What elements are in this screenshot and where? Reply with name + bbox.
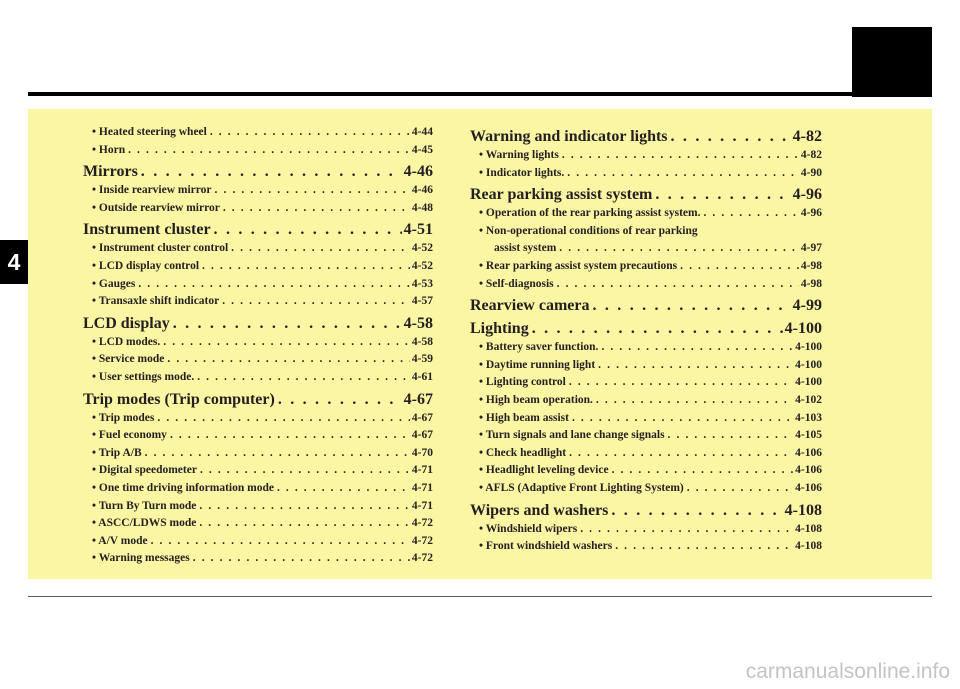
toc-item-label: • A/V mode xyxy=(92,534,148,547)
leader-dots xyxy=(197,369,410,387)
toc-right-column xyxy=(470,124,822,556)
toc-item-label: • Lighting control xyxy=(479,376,566,389)
toc-item-label: • AFLS (Adaptive Front Lighting System) xyxy=(479,481,684,494)
toc-item[interactable] xyxy=(470,374,822,392)
toc-section-heading[interactable] xyxy=(470,184,822,205)
toc-item-label: • High beam assist xyxy=(479,411,569,424)
toc-item[interactable] xyxy=(83,410,433,428)
toc-item[interactable] xyxy=(83,142,433,160)
toc-item[interactable] xyxy=(470,521,822,539)
toc-section-heading[interactable] xyxy=(470,295,822,316)
toc-item-label: • Check headlight xyxy=(479,446,567,459)
toc-item-page: 4-103 xyxy=(795,411,822,424)
toc-item-page: 4-52 xyxy=(411,242,433,255)
toc-item-page: 4-72 xyxy=(411,534,433,547)
leader-dots xyxy=(193,550,410,568)
toc-item-label: • Turn signals and lane change signals xyxy=(479,429,665,442)
leader-dots xyxy=(611,500,782,521)
toc-item[interactable] xyxy=(83,293,433,311)
leader-dots xyxy=(138,276,410,294)
toc-section-heading[interactable] xyxy=(470,126,822,147)
toc-item[interactable] xyxy=(470,427,822,445)
toc-section-page: 4-58 xyxy=(403,314,433,332)
toc-item-label: • Front windshield washers xyxy=(479,540,613,553)
toc-item-page: 4-52 xyxy=(411,259,433,272)
toc-item-label: • Horn xyxy=(92,143,126,156)
toc-item-label: • Gauges xyxy=(92,277,136,290)
toc-item-label: • Service mode xyxy=(92,353,165,366)
toc-item[interactable] xyxy=(470,258,822,276)
toc-item-label: • LCD modes. xyxy=(92,335,161,348)
toc-item[interactable] xyxy=(470,240,822,258)
leader-dots xyxy=(601,339,793,357)
leader-dots xyxy=(173,313,402,334)
leader-dots xyxy=(157,410,410,428)
toc-item-page: 4-61 xyxy=(411,370,433,383)
toc-section-title: Rearview camera xyxy=(470,297,590,315)
toc-item-label: • Battery saver function. xyxy=(479,341,599,354)
toc-item[interactable] xyxy=(83,369,433,387)
toc-item[interactable] xyxy=(83,445,433,463)
toc-item-label: • LCD display control xyxy=(92,259,200,272)
toc-section-title: Trip modes (Trip computer) xyxy=(83,390,275,408)
toc-item-page: 4-72 xyxy=(411,517,433,530)
toc-item-label: • Trip modes xyxy=(92,411,155,424)
leader-dots xyxy=(200,462,410,480)
toc-item-page: 4-44 xyxy=(411,126,433,138)
toc-item[interactable] xyxy=(83,427,433,445)
toc-item-page: 4-58 xyxy=(411,335,433,348)
leader-dots xyxy=(598,357,793,375)
leader-dots xyxy=(214,219,402,240)
leader-dots xyxy=(572,410,793,428)
toc-item-label-line1[interactable]: • Non-operational conditions of rear parking xyxy=(479,224,698,237)
toc-item-label: • User settings mode. xyxy=(92,370,195,383)
toc-section-heading[interactable] xyxy=(470,318,822,339)
toc-item[interactable] xyxy=(83,498,433,516)
toc-item[interactable] xyxy=(470,357,822,375)
toc-item-label: • One time driving information mode xyxy=(92,481,274,494)
toc-item[interactable] xyxy=(83,515,433,533)
toc-section-title: Wipers and washers xyxy=(470,501,609,519)
leader-dots xyxy=(278,389,402,410)
toc-item-page: 4-100 xyxy=(795,341,822,354)
toc-item-page: 4-53 xyxy=(411,277,433,290)
leader-dots xyxy=(532,318,783,339)
leader-dots xyxy=(223,200,410,218)
toc-item-page: 4-106 xyxy=(795,481,822,494)
toc-item[interactable] xyxy=(470,205,822,223)
leader-dots xyxy=(128,142,410,160)
toc-item[interactable] xyxy=(470,147,822,165)
toc-item[interactable] xyxy=(83,480,433,498)
toc-item-page: 4-46 xyxy=(411,184,433,197)
toc-item-page: 4-71 xyxy=(411,499,433,512)
toc-section-page: 4-99 xyxy=(792,297,822,315)
toc-item-page: 4-57 xyxy=(411,295,433,308)
toc-item-label: • High beam operation. xyxy=(479,393,593,406)
toc-section-page: 4-82 xyxy=(792,128,822,145)
leader-dots xyxy=(703,205,798,223)
leader-dots xyxy=(141,161,402,182)
leader-dots xyxy=(687,480,793,498)
toc-item-page: 4-71 xyxy=(411,464,433,477)
leader-dots xyxy=(199,515,410,533)
toc-item-page: 4-100 xyxy=(795,358,822,371)
toc-section-heading[interactable] xyxy=(83,389,433,410)
toc-section-page: 4-108 xyxy=(784,501,822,519)
toc-section-heading[interactable] xyxy=(83,313,433,334)
toc-section-title: Lighting xyxy=(470,320,529,338)
toc-item-page: 4-48 xyxy=(411,201,433,214)
toc-item[interactable] xyxy=(83,182,433,200)
leader-dots xyxy=(163,334,410,352)
toc-section-title: Mirrors xyxy=(83,163,138,181)
leader-dots xyxy=(199,498,410,516)
toc-item-label: • Fuel economy xyxy=(92,429,167,442)
toc-item-page: 4-100 xyxy=(795,376,822,389)
leader-dots xyxy=(145,445,410,463)
toc-item-label: • Indicator lights. xyxy=(479,166,565,179)
toc-item-label: assist system xyxy=(494,242,557,255)
leader-dots xyxy=(593,295,791,316)
toc-item[interactable] xyxy=(83,462,433,480)
leader-dots xyxy=(557,276,799,294)
toc-item[interactable] xyxy=(470,339,822,357)
toc-item-page: 4-108 xyxy=(795,522,822,535)
leader-dots xyxy=(231,240,410,258)
toc-item[interactable] xyxy=(83,533,433,551)
toc-item-label: • Windshield wipers xyxy=(479,522,578,535)
toc-item-label: • Headlight leveling device xyxy=(479,464,609,477)
toc-section-heading[interactable] xyxy=(83,219,433,240)
leader-dots xyxy=(655,184,790,205)
leader-dots xyxy=(668,427,794,445)
toc-item-label: • Warning lights xyxy=(479,149,559,161)
leader-dots xyxy=(151,533,410,551)
toc-item[interactable] xyxy=(83,550,433,568)
toc-section-title: LCD display xyxy=(83,314,170,332)
leader-dots xyxy=(562,147,799,165)
toc-section-page: 4-96 xyxy=(792,186,822,204)
leader-dots xyxy=(170,427,410,445)
toc-item-page: 4-96 xyxy=(800,207,822,220)
toc-item-label: • Operation of the rear parking assist system. xyxy=(479,207,701,220)
leader-dots xyxy=(671,126,791,147)
toc-left-column xyxy=(83,124,433,568)
toc-section-title: Instrument cluster xyxy=(83,221,211,239)
toc-item-page: 4-59 xyxy=(411,353,433,366)
chapter-badge: 4 xyxy=(0,240,28,284)
toc-item-page: 4-71 xyxy=(411,481,433,494)
toc-item-label: • ASCC/LDWS mode xyxy=(92,517,197,530)
toc-section-heading[interactable] xyxy=(470,500,822,521)
corner-tab xyxy=(852,27,932,97)
toc-item[interactable] xyxy=(83,258,433,276)
toc-item-page: 4-70 xyxy=(411,446,433,459)
toc-section-page: 4-51 xyxy=(403,221,433,239)
toc-section-page: 4-46 xyxy=(403,163,433,181)
leader-dots xyxy=(569,445,793,463)
toc-item-label: • Trip A/B xyxy=(92,446,142,459)
leader-dots xyxy=(210,124,410,142)
toc-item-page: 4-67 xyxy=(411,429,433,442)
toc-item-page: 4-67 xyxy=(411,411,433,424)
toc-item[interactable] xyxy=(83,276,433,294)
toc-item-label: • Digital speedometer xyxy=(92,464,197,477)
toc-item[interactable] xyxy=(83,124,433,142)
toc-item[interactable] xyxy=(470,445,822,463)
toc-section-heading[interactable] xyxy=(83,161,433,182)
toc-item-label: • Warning messages xyxy=(92,552,190,565)
toc-section-page: 4-67 xyxy=(403,390,433,408)
toc-item[interactable] xyxy=(470,165,822,183)
leader-dots xyxy=(615,538,793,556)
toc-item-label: • Heated steering wheel xyxy=(92,126,207,138)
toc-item-label: • Outside rearview mirror xyxy=(92,201,220,214)
toc-item[interactable] xyxy=(470,392,822,410)
leader-dots xyxy=(222,293,410,311)
bottom-rule xyxy=(28,596,932,597)
toc-item-page: 4-72 xyxy=(411,552,433,565)
toc-item-label: • Inside rearview mirror xyxy=(92,184,212,197)
toc-section-title: Warning and indicator lights xyxy=(470,128,668,145)
leader-dots xyxy=(680,258,799,276)
toc-item-label: • Instrument cluster control xyxy=(92,242,229,255)
toc-item[interactable] xyxy=(83,334,433,352)
leader-dots xyxy=(596,392,793,410)
toc-item[interactable] xyxy=(470,410,822,428)
leader-dots xyxy=(215,182,410,200)
toc-item-page: 4-82 xyxy=(800,149,822,161)
toc-item[interactable] xyxy=(470,276,822,294)
toc-item-page: 4-102 xyxy=(795,393,822,406)
toc-item-label: • Turn By Turn mode xyxy=(92,499,197,512)
leader-dots xyxy=(167,351,410,369)
toc-item-page: 4-45 xyxy=(411,143,433,156)
leader-dots xyxy=(569,374,793,392)
toc-item[interactable] xyxy=(470,480,822,498)
leader-dots xyxy=(559,240,799,258)
leader-dots xyxy=(580,521,793,539)
toc-item-page: 4-97 xyxy=(800,242,822,255)
toc-item[interactable] xyxy=(470,538,822,556)
toc-item-label: • Daytime running light xyxy=(479,358,596,371)
toc-item-page: 4-106 xyxy=(795,464,822,477)
toc-section-page: 4-100 xyxy=(784,320,822,338)
toc-item-label: • Self-diagnosis xyxy=(479,277,554,290)
toc-item-page: 4-90 xyxy=(800,166,822,179)
toc-item[interactable] xyxy=(83,240,433,258)
toc-item-page: 4-106 xyxy=(795,446,822,459)
leader-dots xyxy=(567,165,799,183)
leader-dots xyxy=(202,258,410,276)
toc-item-page: 4-108 xyxy=(795,540,822,553)
top-rule xyxy=(28,92,932,96)
leader-dots xyxy=(612,462,794,480)
toc-item-page: 4-98 xyxy=(800,277,822,290)
toc-item[interactable] xyxy=(470,462,822,480)
toc-item-label: • Transaxle shift indicator xyxy=(92,295,220,308)
toc-section-title: Rear parking assist system xyxy=(470,186,653,204)
leader-dots xyxy=(277,480,410,498)
toc-item[interactable] xyxy=(83,200,433,218)
toc-item-page: 4-105 xyxy=(795,429,822,442)
toc-item-page: 4-98 xyxy=(800,259,822,272)
watermark: carmanualsonline.info xyxy=(745,660,950,683)
toc-item[interactable] xyxy=(83,351,433,369)
toc-item-label: • Rear parking assist system precautions xyxy=(479,259,678,272)
